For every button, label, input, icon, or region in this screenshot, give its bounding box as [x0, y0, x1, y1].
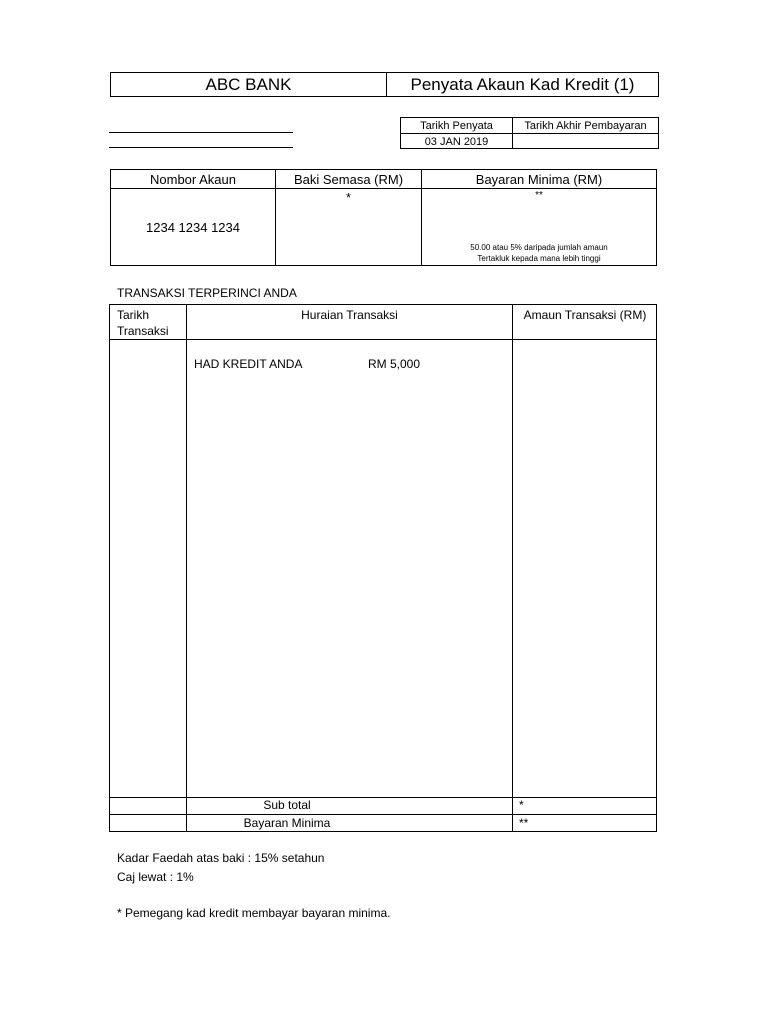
due-date-value [513, 134, 658, 149]
address-line [109, 147, 293, 148]
min-payment-value: ** [519, 816, 529, 830]
credit-limit-label: HAD KREDIT ANDA [194, 357, 303, 371]
col-date-header-1: Tarikh [117, 308, 150, 322]
col-date-header-2: Transaksi [117, 324, 169, 338]
current-balance-header: Baki Semasa (RM) [276, 170, 422, 188]
subtotal-value: * [519, 798, 524, 812]
account-number-header: Nombor Akaun [111, 170, 276, 188]
statement-date-label: Tarikh Penyata [401, 118, 513, 133]
subtotal-label: Sub total [263, 798, 311, 812]
bank-name: ABC BANK [111, 73, 387, 96]
col-description-header: Huraian Transaksi [301, 308, 398, 322]
minimum-payment: ** [535, 190, 543, 201]
minimum-payment-header: Bayaran Minima (RM) [475, 171, 603, 187]
late-fee: Caj lewat : 1% [117, 870, 194, 884]
col-amount-header: Amaun Transaksi (RM) [523, 308, 647, 322]
dates-table [400, 117, 659, 149]
transactions-table [109, 304, 657, 832]
minimum-payment-note-2: Tertakluk kepada mana lebih tinggi [477, 254, 601, 263]
interest-rate: Kadar Faedah atas baki : 15% setahun [117, 851, 325, 865]
statement-title: Penyata Akaun Kad Kredit (1) [410, 74, 635, 94]
current-balance: * [276, 189, 422, 266]
transactions-section-title: TRANSAKSI TERPERINCI ANDA [117, 286, 297, 300]
account-summary-table [110, 169, 657, 266]
minimum-payment-note-1: 50.00 atau 5% daripada jumlah amaun [470, 243, 608, 252]
credit-limit-value: RM 5,000 [368, 357, 421, 371]
statement-header [110, 72, 659, 97]
cardholder-note: * Pemegang kad kredit membayar bayaran minima. [117, 906, 391, 920]
due-date-label: Tarikh Akhir Pembayaran [524, 119, 647, 132]
min-payment-label: Bayaran Minima [243, 816, 331, 830]
name-line [109, 132, 293, 133]
account-number: 1234 1234 1234 [111, 189, 276, 266]
statement-date-value: 03 JAN 2019 [401, 134, 513, 149]
